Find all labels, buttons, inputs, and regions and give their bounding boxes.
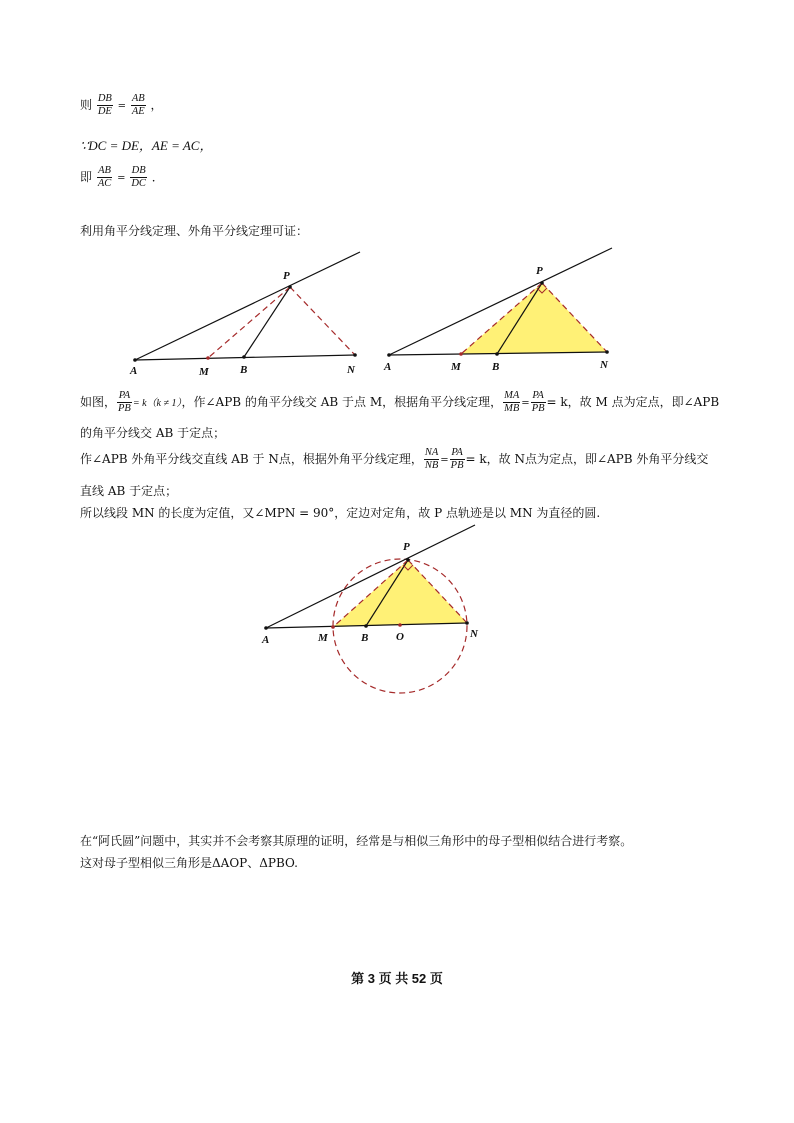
paragraph-bisector: 如图， $\frac{PA}{PB}$ = k（k ≠ 1），作∠APB 的角平分线交 AB 于点 M，根据角平分线定理， $\frac{MA}{MB}$ = $\frac{PA}{PB}$ = k，故 M 点为定点，即∠APB — [80, 390, 720, 414]
label-a-2: A — [384, 361, 392, 373]
label-p-2: P — [536, 265, 543, 277]
label-o-3: O — [396, 631, 404, 643]
label-n-1: N — [347, 364, 355, 376]
fraction-ab-ae: $\frac{AB}{AE}$ — [131, 93, 145, 117]
label-p-1: P — [283, 270, 290, 282]
equation-line-2: ∵DC = DE，AE = AC， — [80, 138, 213, 153]
label-p-3: P — [403, 541, 410, 553]
label-n-2: N — [600, 359, 608, 371]
label-m-3: M — [318, 632, 328, 644]
intro-sentence: 利用角平分线定理、外角平分线定理可证： — [80, 224, 309, 238]
fraction-ab-ac: $\frac{AB}{AC}$ — [97, 165, 112, 189]
paragraph-conclusion: 所以线段 MN 的长度为定值，又∠MPN = 90°，定边对定角，故 P 点轨迹是以 MN 为直径的圆. — [80, 506, 601, 520]
label-b-3: B — [361, 632, 369, 644]
fraction-db-dc: $\frac{DB}{DC}$ — [131, 165, 146, 189]
paragraph-external-bisector-line2: 直线 AB 于定点； — [80, 484, 178, 498]
label-a-3: A — [262, 634, 270, 646]
label-m-2: M — [451, 361, 461, 373]
equation-line-3: 即 $\frac{AB}{AC}$ = $\frac{DB}{DC}$ ． — [80, 165, 164, 189]
equation-line-1: 则 $\frac{DB}{DE}$ = $\frac{AB}{AE}$ ， — [80, 93, 163, 117]
text-pre: 则 — [80, 98, 93, 112]
paragraph-apollonius: 在“阿氏圆”问题中，其实并不会考察其原理的证明，经常是与相似三角形中的母子型相似结合进行考察。 — [80, 834, 633, 848]
label-m-1: M — [199, 366, 209, 378]
label-n-3: N — [470, 628, 478, 640]
paragraph-similar-triangles: 这对母子型相似三角形是ΔAOP、ΔPBO. — [80, 856, 298, 870]
fraction-db-de: $\frac{DB}{DE}$ — [97, 93, 112, 117]
page-footer: 第 3 页 共 52 页 — [351, 971, 443, 986]
paragraph-bisector-line2: 的角平分线交 AB 于定点； — [80, 426, 226, 440]
label-b-1: B — [240, 364, 248, 376]
label-a-1: A — [130, 365, 138, 377]
label-b-2: B — [492, 361, 500, 373]
paragraph-external-bisector: 作∠APB 外角平分线交直线 AB 于 N点，根据外角平分线定理， $\frac{NA}{NB}$ = $\frac{PA}{PB}$ = k，故 N点为定点，即∠APB 外角平分线交 — [80, 447, 709, 471]
